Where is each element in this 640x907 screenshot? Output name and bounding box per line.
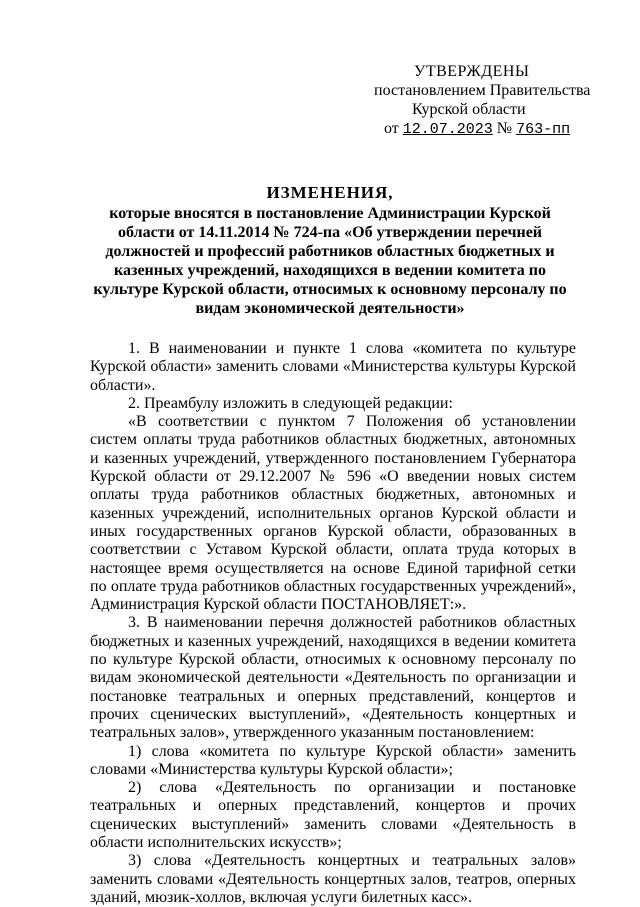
- paragraph-2: 2. Преамбулу изложить в следующей редакции:: [128, 394, 453, 412]
- approval-stamp: [374, 62, 614, 139]
- paragraph-1: 1. В наименовании и пункте 1 слова «комитета по культуре Курской области» заменить словами «Министерства культуры Курской области».: [90, 340, 576, 394]
- paragraph-3: «В соответствии с пунктом 7 Положения об установлении систем оплаты труда работников областных бюджетных, автономных и казенных учреждений, утвержденного постановлением Губернатора Курской области от 29.12.2007 № 596 «О введении новых систем оплаты труда работников областных бюджетных, автономных и казенных учреждений, исполнительных органов Курской области и иных государственных органов Курской области, образованных в соответствии с Уставом Курской области, оплата труда которых в настоящее время осуществляется на основе Единой тарифной сетки по оплате труда работников областных государственных учреждений», Администрация Курской области ПОСТАНОВЛЯЕТ:».: [90, 413, 576, 614]
- approval-date-line: [384, 119, 614, 139]
- paragraph-5: 1) слова «комитета по культуре Курской области» заменить словами «Министерства культуры Курской области»;: [90, 742, 576, 778]
- paragraph-7: 3) слова «Деятельность концертных и театральных залов» заменить словами «Деятельность концертных залов, театров, оперных зданий, мюзик-холлов, включая услуги билетных касс».: [90, 852, 576, 906]
- approval-date: 12.07.2023: [402, 121, 493, 138]
- approval-number: 763-пп: [516, 121, 571, 138]
- approval-line-2: Курской области: [412, 101, 526, 118]
- approval-number-prefix: №: [496, 120, 513, 137]
- paragraph-4: 3. В наименовании перечня должностей работников областных бюджетных и казенных учреждений, находящихся в ведении комитета по культуре Курской области, относимых к основному персоналу по видам экономической деятельности «Деятельность по организации и постановке театральных и оперных представлений, концертов и прочих сценических выступлений», «Деятельность концертных и театральных залов», утвержденного указанным постановлением:: [90, 614, 576, 742]
- approval-line-1: постановлением Правительства: [374, 82, 591, 99]
- approval-title: УТВЕРЖДЕНЫ: [414, 63, 530, 80]
- approval-date-prefix: от: [384, 120, 399, 137]
- paragraph-6: 2) слова «Деятельность по организации и постановке театральных и оперных представлений, концертов и прочих сценических выступлений» заменить словами «Деятельность в области исполнительских искусств»;: [90, 779, 576, 852]
- heading-subtitle: которые вносятся в постановление Администрации Курской области от 14.11.2014 № 724-па «Об утверждении перечней должностей и профессий работников областных бюджетных и казенных учреждений, находящихся в ведении комитета по культуре Курской области, относимых к основному персоналу по видам экономической деятельности»: [93, 205, 567, 317]
- document-body: [90, 340, 576, 907]
- heading-title: ИЗМЕНЕНИЯ,: [266, 183, 394, 202]
- document-heading: [88, 183, 572, 318]
